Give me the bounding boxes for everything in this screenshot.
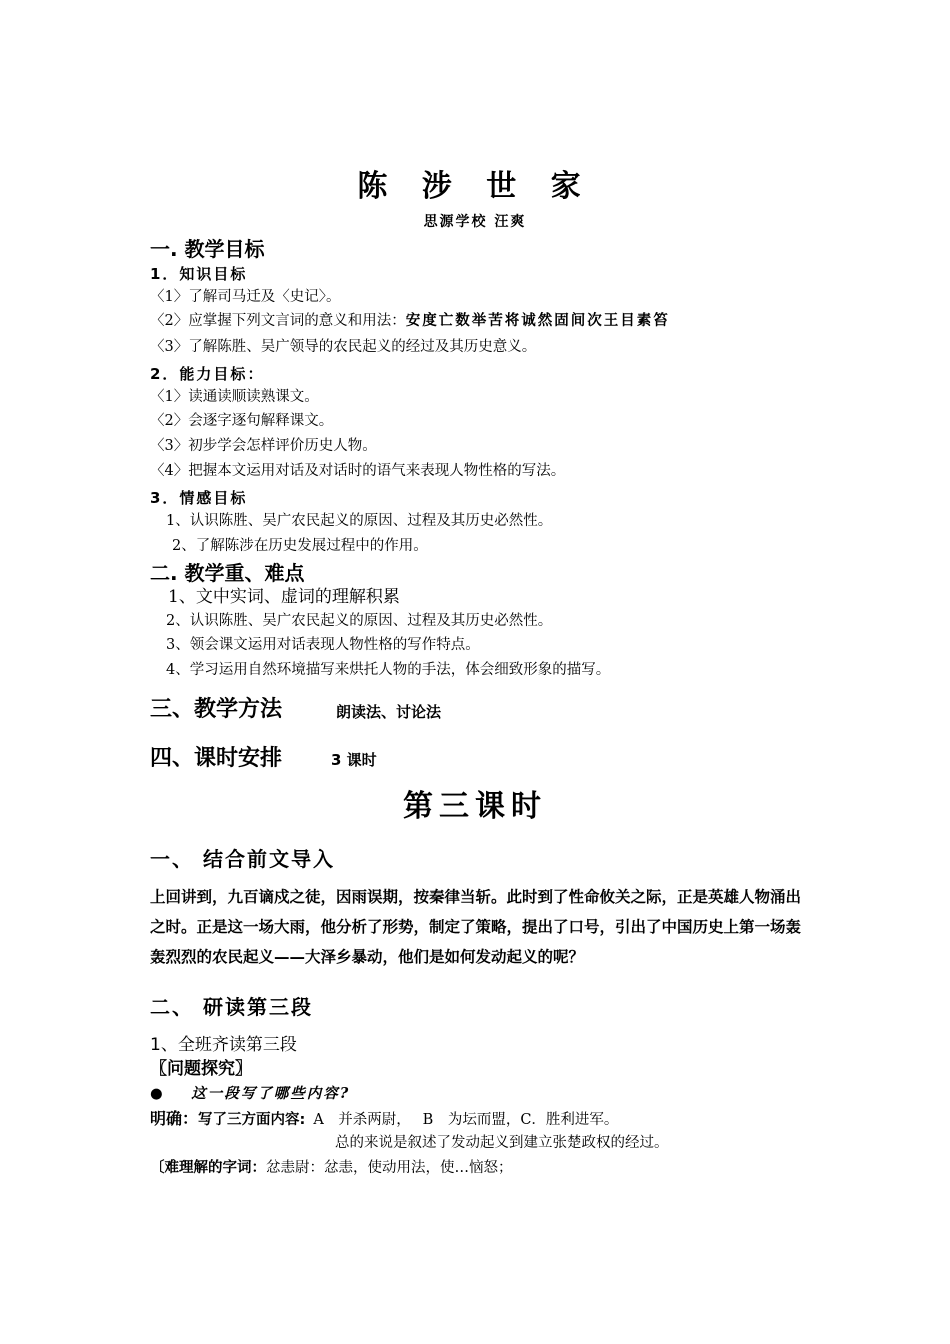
section-heading-objectives: 一. 教学目标 (150, 237, 265, 261)
ability-item-2: 〈2〉会逐字逐句解释课文。 (150, 413, 334, 429)
knowledge-item-2 (150, 314, 670, 330)
knowledge-item-3: 〈3〉了解陈胜、吴广领导的农民起义的经过及其历史意义。 (150, 339, 537, 355)
ability-item-3: 〈3〉初步学会怎样评价历史人物。 (150, 438, 377, 454)
question-text: 这一段写了哪些内容? (191, 1085, 351, 1102)
section-heading-methods: 三、教学方法 (150, 697, 283, 722)
subheading-knowledge-goals: 1．知识目标 (150, 265, 248, 283)
key-point-item-3: 3、领会课文运用对话表现人物性格的写作特点。 (166, 637, 480, 653)
question-line (150, 1086, 350, 1103)
answer-summary: 总的来说是叙述了发动起义到建立张楚政权的经过。 (335, 1135, 669, 1151)
section-heading-schedule: 四、课时安排 (150, 746, 283, 771)
step-read-aloud: 1、全班齐读第三段 (150, 1035, 297, 1055)
emotion-item-2: 2、了解陈涉在历史发展过程中的作用。 (172, 538, 428, 554)
part-heading-introduction: 一、 结合前文导入 (150, 847, 335, 871)
inquiry-heading: 〖问题探究〗 (150, 1059, 252, 1079)
subheading-emotion-goals: 3．情感目标 (150, 489, 248, 507)
answer-items: A 并杀两尉， B 为坛而盟，C．胜利进军。 (313, 1112, 619, 1128)
key-point-item-4: 4、学习运用自然环境描写来烘托人物的手法，体会细致形象的描写。 (166, 662, 611, 678)
knowledge-item-2-words: 安度亡数举苦将诚然固间次王目素笞 (405, 313, 670, 329)
subheading-ability-goals: 2．能力目标： (150, 365, 265, 383)
schedule-value: 3 课时 (331, 751, 377, 769)
methods-value: 朗读法、讨论法 (336, 703, 442, 721)
lesson-title: 第三课时 (403, 789, 547, 824)
ability-item-4: 〈4〉把握本文运用对话及对话时的语气来表现人物性格的写法。 (150, 463, 566, 479)
document-title: 陈 涉 世 家 (357, 169, 593, 204)
section-heading-key-points: 二. 教学重、难点 (150, 561, 305, 585)
answer-lead: 写了三方面内容: (198, 1112, 306, 1128)
answer-label: 明确： (150, 1109, 199, 1128)
difficult-words-line (150, 1161, 513, 1177)
part-heading-third-paragraph: 二、 研读第三段 (150, 995, 313, 1019)
introduction-paragraph: 上回讲到，九百谪戍之徒，因雨误期，按秦律当斩。此时到了性命攸关之际，正是英雄人物涌出之时。正是这一场大雨，他分析了形势，制定了策略，提出了口号，引出了中国历史上第一场轰轰烈烈的农民起义——大泽乡暴动，他们是如何发动起义的呢？ (150, 888, 802, 966)
difficult-words-text: 忿恚尉：忿恚，使动用法，使…恼怒； (266, 1160, 513, 1176)
emotion-item-1: 1、认识陈胜、吴广农民起义的原因、过程及其历史必然性。 (166, 513, 553, 529)
key-point-item-1: 1、文中实词、虚词的理解积累 (168, 587, 400, 607)
author-line: 思源学校 汪爽 (423, 214, 527, 230)
knowledge-item-2-prefix: 〈2〉应掌握下列文言词的意义和用法： (150, 313, 406, 329)
answer-line (150, 1110, 618, 1129)
knowledge-item-1: 〈1〉了解司马迁及〈史记〉。 (150, 289, 341, 305)
difficult-words-label: 〔难理解的字词： (150, 1160, 266, 1176)
key-point-item-2: 2、认识陈胜、吴广农民起义的原因、过程及其历史必然性。 (166, 613, 553, 629)
ability-item-1: 〈1〉读通读顺读熟课文。 (150, 389, 319, 405)
bullet-icon: ● (150, 1086, 163, 1102)
